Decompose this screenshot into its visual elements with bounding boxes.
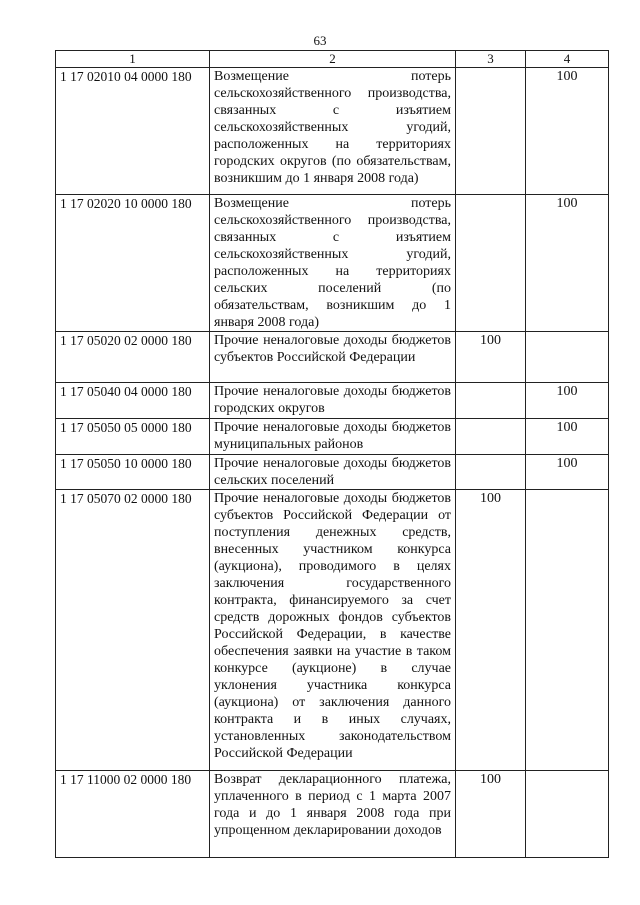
table-row	[56, 419, 609, 455]
table-row	[56, 332, 609, 383]
value-col4: 100	[526, 195, 609, 332]
value-col4	[526, 490, 609, 771]
value-col3	[456, 419, 526, 455]
page-number: 63	[313, 33, 327, 48]
value-col3	[456, 383, 526, 419]
income-code: 1 17 05020 02 0000 180	[56, 332, 210, 383]
value-col4	[526, 332, 609, 383]
table-header-row	[56, 51, 609, 68]
value-col4: 100	[526, 383, 609, 419]
value-col4: 100	[526, 455, 609, 490]
income-code: 1 17 05050 05 0000 180	[56, 419, 210, 455]
value-col3	[456, 455, 526, 490]
table-row	[56, 195, 609, 332]
income-description: Прочие неналоговые доходы бюджетов субъектов Российской Федерации от поступления денежных средств, внесенных участником конкурса (аукциона), проводимого в целях заключения государственного контракта, финансируемого за счет средств дорожных фондов субъектов Российской Федерации, в качестве обеспечения заявки на участие в таком конкурсе (аукционе) в случае уклонения участника конкурса (аукциона) от заключения данного контракта и в иных случаях, установленных законодательством Российской Федерации	[210, 490, 456, 771]
income-description: Прочие неналоговые доходы бюджетов муниципальных районов	[210, 419, 456, 455]
income-description: Прочие неналоговые доходы бюджетов городских округов	[210, 383, 456, 419]
income-code: 1 17 05050 10 0000 180	[56, 455, 210, 490]
column-header: 4	[526, 51, 609, 68]
income-description: Возмещение потерь сельскохозяйственного производства, связанных с изъятием сельскохозяйственных угодий, расположенных на территориях сельских поселений (по обязательствам, возникшим до 1 января 2008 года)	[210, 195, 456, 332]
income-description: Возмещение потерь сельскохозяйственного производства, связанных с изъятием сельскохозяйственных угодий, расположенных на территориях городских округов (по обязательствам, возникшим до 1 января 2008 года)	[210, 68, 456, 195]
value-col3: 100	[456, 771, 526, 858]
value-col3	[456, 195, 526, 332]
value-col4: 100	[526, 68, 609, 195]
income-code: 1 17 05070 02 0000 180	[56, 490, 210, 771]
value-col3	[456, 68, 526, 195]
value-col4: 100	[526, 419, 609, 455]
value-col3: 100	[456, 490, 526, 771]
income-description: Возврат декларационного платежа, уплаченного в период с 1 марта 2007 года и до 1 января 2008 года при упрощенном декларировании доходов	[210, 771, 456, 858]
value-col3: 100	[456, 332, 526, 383]
income-code: 1 17 02020 10 0000 180	[56, 195, 210, 332]
income-code: 1 17 05040 04 0000 180	[56, 383, 210, 419]
income-code: 1 17 02010 04 0000 180	[56, 68, 210, 195]
table-row	[56, 68, 609, 195]
budget-table	[55, 50, 609, 858]
column-header: 2	[210, 51, 456, 68]
table-row	[56, 455, 609, 490]
income-description: Прочие неналоговые доходы бюджетов субъектов Российской Федерации	[210, 332, 456, 383]
income-description: Прочие неналоговые доходы бюджетов сельских поселений	[210, 455, 456, 490]
income-code: 1 17 11000 02 0000 180	[56, 771, 210, 858]
table-row	[56, 490, 609, 771]
value-col4	[526, 771, 609, 858]
table-row	[56, 383, 609, 419]
column-header: 1	[56, 51, 210, 68]
column-header: 3	[456, 51, 526, 68]
table-row	[56, 771, 609, 858]
